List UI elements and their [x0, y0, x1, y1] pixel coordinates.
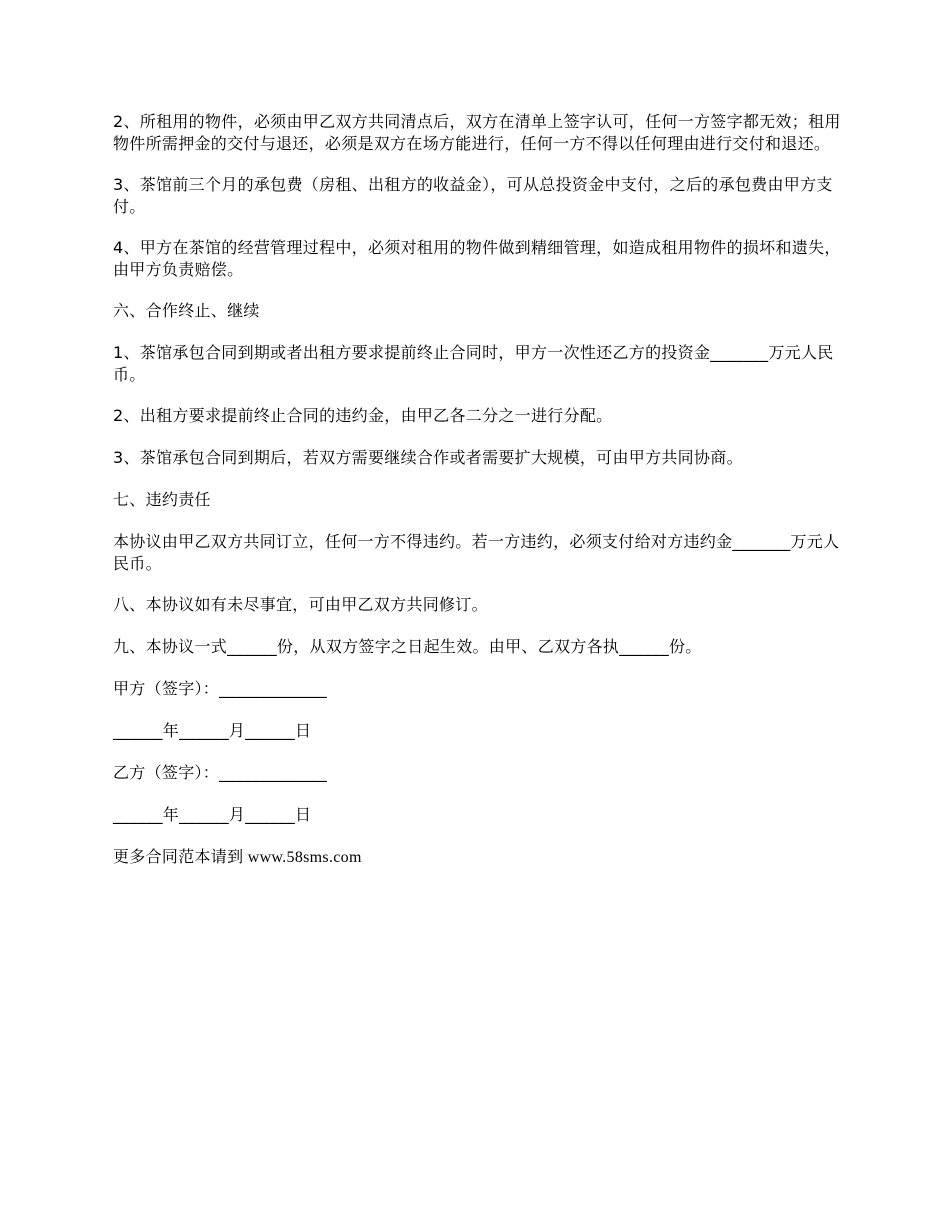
- clause-4-management: 4、甲方在茶馆的经营管理过程中，必须对租用的物件做到精细管理，如造成租用物件的损坏和遗失，由甲方负责赔偿。: [113, 238, 841, 279]
- footer-note: [113, 846, 841, 869]
- termination-clause-1: 1、茶馆承包合同到期或者出租方要求提前终止合同时，甲方一次性还乙方的投资金_______万元人民币。: [113, 343, 834, 384]
- liability-clause: 本协议由甲乙双方共同订立，任何一方不得违约。若一方违约，必须支付给对方违约金_______万元人民币。: [113, 532, 840, 573]
- section-eight: 八、本协议如有未尽事宜，可由甲乙双方共同修订。: [113, 595, 488, 614]
- termination-clause-3: 3、茶馆承包合同到期后，若双方需要继续合作或者需要扩大规模，可由甲方共同协商。: [113, 448, 743, 467]
- section-heading-termination: 六、合作终止、继续: [113, 301, 260, 320]
- footer-link[interactable]: www.58sms.com: [247, 849, 362, 866]
- clause-3-contract-fee: 3、茶馆前三个月的承包费（房租、出租方的收益金），可从总投资金中支付，之后的承包费由甲方支付。: [113, 175, 833, 216]
- party-a-signature-line: 甲方（签字）：_____________: [113, 679, 327, 698]
- party-a-date-line: ______年______月______日: [113, 721, 312, 740]
- section-nine: 九、本协议一式______份，从双方签字之日起生效。由甲、乙双方各执______份。: [113, 637, 702, 656]
- party-b-date-line: ______年______月______日: [113, 805, 312, 824]
- party-b-signature-line: 乙方（签字）：_____________: [113, 763, 327, 782]
- clause-2-inventory: 2、所租用的物件，必须由甲乙双方共同清点后，双方在清单上签字认可，任何一方签字都无效；租用物件所需押金的交付与退还，必须是双方在场方能进行，任何一方不得以任何理由进行交付和退还。: [113, 112, 841, 153]
- document-body: [113, 111, 841, 888]
- footer-text: 更多合同范本请到: [113, 847, 244, 866]
- section-heading-liability: 七、违约责任: [113, 490, 211, 509]
- termination-clause-2: 2、出租方要求提前终止合同的违约金，由甲乙各二分之一进行分配。: [113, 406, 613, 425]
